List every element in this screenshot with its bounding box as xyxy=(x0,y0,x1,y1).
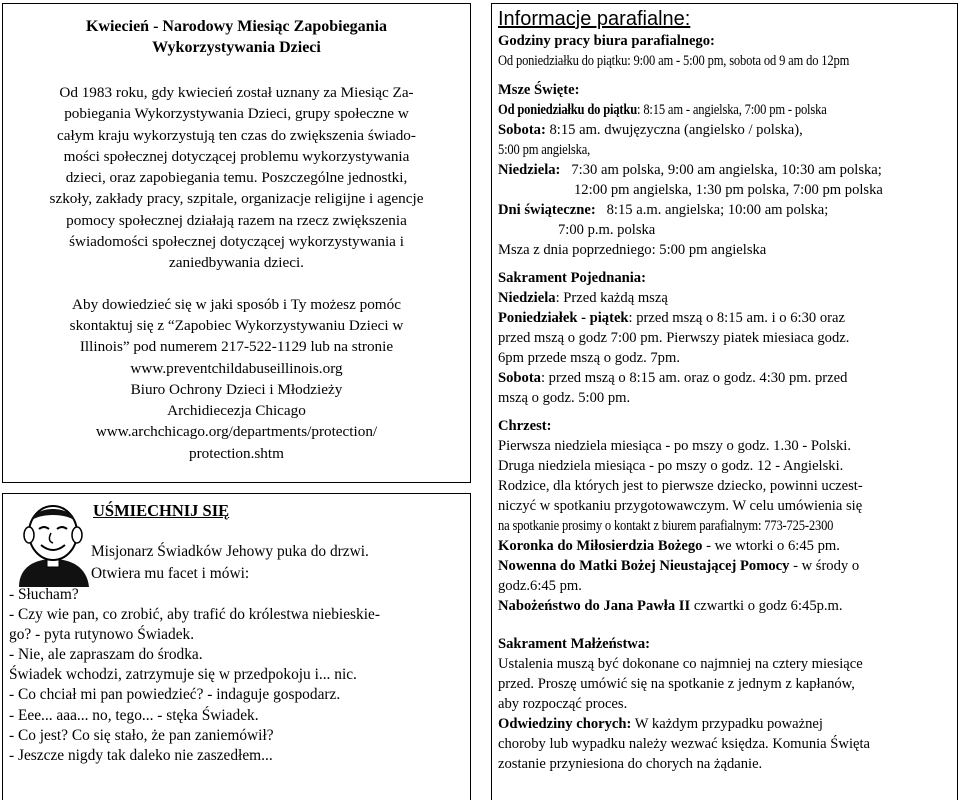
office-hours xyxy=(498,31,951,71)
text-line: Aby dowiedzieć się w jaki sposób i Ty możesz pomóc xyxy=(72,295,401,313)
marriage-line: przed. Proszę umówić się na spotkanie z jednym z kapłanów, xyxy=(498,676,855,692)
text-line: pobiegania Wykorzystywania Dzieci, grupy społeczne w xyxy=(64,105,409,123)
dialogue-line: Świadek wchodzi, zatrzymuje się w przedpokoju i... nic. xyxy=(9,666,357,684)
text-line: Od 1983 roku, gdy kwiecień został uznany za Miesiąc Za- xyxy=(59,84,414,101)
title-line: Wykorzystywania Dzieci xyxy=(152,39,321,56)
office-hours-value: Od poniedziałku do piątku: 9:00 am - 5:00 pm, sobota od 9 am do 12pm xyxy=(498,53,850,69)
mercy-chaplet-time: - we wtorki o 6:45 pm. xyxy=(702,538,840,554)
article-title xyxy=(17,16,456,58)
joke-intro xyxy=(91,541,369,584)
saturday-masses: 8:15 am. dwujęzyczna (angielsko / polska), xyxy=(545,122,803,138)
website-link[interactable]: www.preventchildabuseillinois.org xyxy=(130,359,343,377)
office-hours-label: Godziny pracy biura parafialnego: xyxy=(498,33,715,49)
dialogue-line: - Słucham? xyxy=(9,586,79,603)
sick-visits-text-cont: choroby lub wypadku należy wezwać księdza. Komunia Święta xyxy=(498,736,871,752)
article-paragraph-1 xyxy=(17,82,456,274)
text-line: dzieci, oraz zapobiegania temu. Poszczególne jednostki, xyxy=(65,169,408,187)
confession-weekday-cont: przed mszą o godz 7:00 pm. Pierwszy piatek miesiaca godz. xyxy=(498,330,850,346)
text-line: świadomości społecznej dotyczącej wykorzystywania i xyxy=(69,233,404,251)
confession-label: Sakrament Pojednania: xyxy=(498,270,646,286)
website-link[interactable]: www.archchicago.org/departments/protection/ xyxy=(95,423,378,441)
masses-section xyxy=(498,80,951,260)
joke-section xyxy=(2,493,471,800)
dialogue-line: - Czy wie pan, co zrobić, aby trafić do królestwa niebieskie- xyxy=(9,606,380,624)
novena-time: - w środy o xyxy=(789,558,860,574)
jp2-devotion-time: czwartki o godz 6:45p.m. xyxy=(690,598,843,614)
website-link[interactable]: protection.shtm xyxy=(189,444,284,462)
text-line: mości społecznej dotyczącej problemu wykorzystywania xyxy=(63,147,410,165)
baptism-line: Druga niedziela miesiąca - po mszy o godz. 12 - Angielski. xyxy=(498,458,844,474)
confession-sunday-label: Niedziela xyxy=(498,290,556,306)
priest-cartoon-icon xyxy=(9,499,95,591)
text-line: pomocy społecznej działają razem na rzecz zwiększenia xyxy=(66,211,407,229)
title-line: Kwiecień - Narodowy Miesiąc Zapobiegania xyxy=(85,18,388,35)
text-line: skontaktuj się z “Zapobiec Wykorzystywaniu Dzieci w xyxy=(69,316,404,334)
saturday-masses-cont: 5:00 pm angielska, xyxy=(498,142,591,158)
dialogue-line: - Eee... aaa... no, tego... - stęka Świadek. xyxy=(9,706,259,724)
text-line: Otwiera mu facet i mówi: xyxy=(91,564,250,582)
joke-dialogue xyxy=(9,585,380,766)
sick-visits-label: Odwiedziny chorych: xyxy=(498,716,632,732)
parish-info xyxy=(491,3,958,800)
confession-weekday-cont: 6pm przede mszą o godz. 7pm. xyxy=(498,350,680,366)
text-line: całym kraju wykorzystują ten czas do zwiększenia świado- xyxy=(57,126,416,144)
holy-days-masses: 8:15 a.m. angielska; 10:00 am polska; xyxy=(595,202,829,218)
dialogue-line: go? - pyta rutynowo Świadek. xyxy=(9,626,195,644)
dialogue-line: - Jeszcze nigdy tak daleko nie zaszedłem... xyxy=(9,746,273,764)
masses-label: Msze Święte: xyxy=(498,82,580,98)
vigil-mass: Msza z dnia poprzedniego: 5:00 pm angielska xyxy=(498,242,767,258)
sick-visits-text-cont: zostanie przyniesiona do chorych na żądanie. xyxy=(498,756,763,772)
confession-saturday: : przed mszą o 8:15 am. oraz o godz. 4:30 pm. przed xyxy=(540,370,848,386)
marriage-label: Sakrament Małżeństwa: xyxy=(498,636,650,652)
dialogue-line: - Co jest? Co się stało, że pan zaniemówił? xyxy=(9,726,274,744)
text-line: zaniedbywania dzieci. xyxy=(169,254,304,272)
baptism-line: Rodzice, dla których jest to pierwsze dziecko, powinni uczest- xyxy=(498,478,863,494)
confession-weekday: : przed mszą o 8:15 am. i o 6:30 oraz xyxy=(628,310,845,326)
baptism-line: Pierwsza niedziela miesiąca - po mszy o godz. 1.30 - Polski. xyxy=(498,438,852,454)
article-paragraph-2 xyxy=(17,294,456,464)
text-line: Archidiecezja Chicago xyxy=(167,402,306,420)
confession-saturday-label: Sobota xyxy=(498,370,541,386)
weekday-label: Od poniedziałku do piątku xyxy=(498,102,638,118)
info-title: Informacje parafialne: xyxy=(498,8,691,30)
baptism-contact: na spotkanie prosimy o kontakt z biurem parafialnym: 773-725-2300 xyxy=(498,518,834,534)
weekday-masses: : 8:15 am - angielska, 7:00 pm - polska xyxy=(637,102,827,118)
baptism-line: niczyć w spotkaniu przygotowawczym. W celu umówienia się xyxy=(498,498,863,514)
dialogue-line: - Nie, ale zapraszam do środka. xyxy=(9,646,203,664)
holy-days-masses-cont: 7:00 p.m. polska xyxy=(558,222,656,238)
sunday-masses: 7:30 am polska, 9:00 am angielska, 10:30 am polska; xyxy=(560,162,882,178)
marriage-line: Ustalenia muszą być dokonane co najmniej na cztery miesiące xyxy=(498,656,863,672)
marriage-section xyxy=(498,634,951,774)
novena-time-cont: godz.6:45 pm. xyxy=(498,578,582,594)
saturday-label: Sobota: xyxy=(498,122,546,138)
april-article xyxy=(2,3,471,483)
confession-saturday-cont: mszą o godz. 5:00 pm. xyxy=(498,390,631,406)
dialogue-line: - Co chciał mi pan powiedzieć? - indaguje gospodarz. xyxy=(9,686,341,704)
sick-visits-text: W każdym przypadku poważnej xyxy=(631,716,823,732)
confession-weekday-label: Poniedziałek - piątek xyxy=(498,310,629,326)
text-line: Illinois” pod numerem 217-522-1129 lub na stronie xyxy=(79,338,394,356)
baptism-label: Chrzest: xyxy=(498,418,552,434)
confession-section xyxy=(498,268,951,408)
marriage-line: aby rozpocząć proces. xyxy=(498,696,628,712)
jp2-devotion-label: Nabożeństwo do Jana Pawła II xyxy=(498,598,691,614)
text-line: Misjonarz Świadków Jehowy puka do drzwi. xyxy=(91,543,369,560)
text-line: Biuro Ochrony Dzieci i Młodzieży xyxy=(130,380,343,398)
novena-label: Nowenna do Matki Bożej Nieustającej Pomocy xyxy=(498,558,790,574)
joke-title: UŚMIECHNIJ SIĘ xyxy=(93,501,230,520)
sunday-label: Niedziela: xyxy=(498,162,561,178)
sunday-masses-cont: 12:00 pm angielska, 1:30 pm polska, 7:00 pm polska xyxy=(574,182,883,198)
holy-days-label: Dni świąteczne: xyxy=(498,202,596,218)
confession-sunday: : Przed każdą mszą xyxy=(555,290,668,306)
text-line: szkoły, zakłady pracy, szpitale, organizacje religijne i agencje xyxy=(49,190,424,208)
baptism-section xyxy=(498,416,951,616)
mercy-chaplet-label: Koronka do Miłosierdzia Bożego xyxy=(498,538,703,554)
